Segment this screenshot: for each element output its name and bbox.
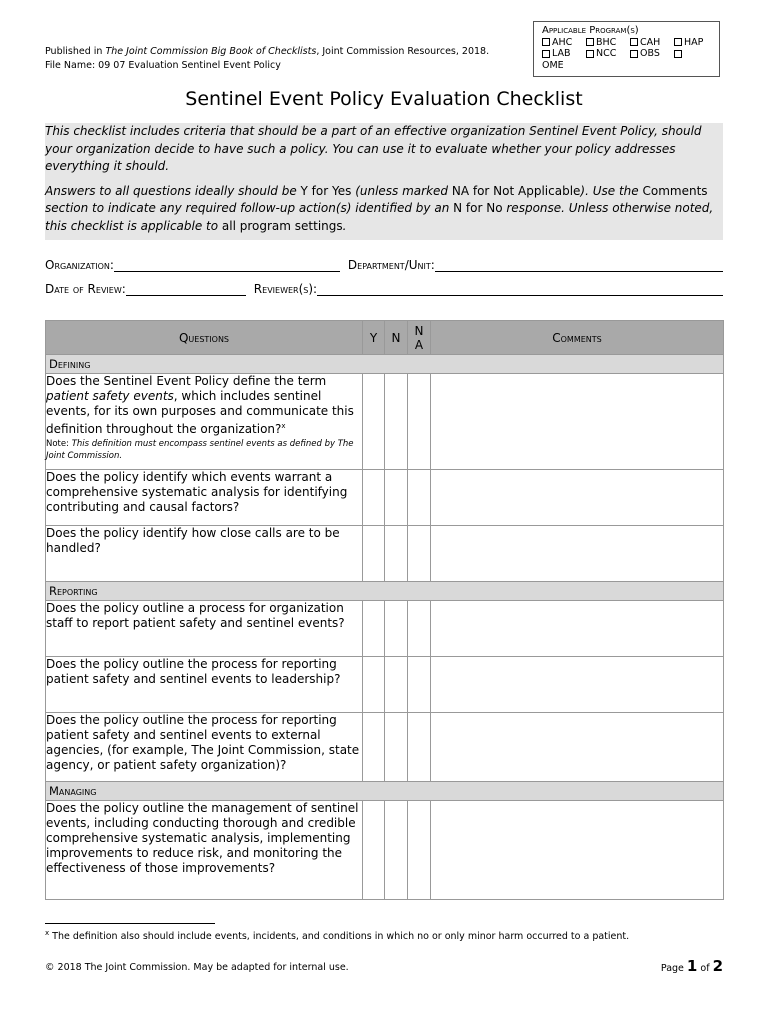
- footnote-marker: x: [281, 422, 286, 430]
- na-cell[interactable]: [408, 374, 431, 470]
- reviewers-label: Reviewer(s):: [253, 282, 318, 296]
- section-row-managing: [46, 782, 724, 801]
- table-row: [46, 526, 724, 582]
- yes-cell[interactable]: [363, 470, 385, 526]
- program-option[interactable]: [586, 48, 630, 60]
- no-cell[interactable]: [385, 374, 408, 470]
- applicable-programs-box: [533, 21, 720, 77]
- footnote-divider: [45, 923, 215, 924]
- section-label: Defining: [46, 355, 724, 374]
- note-text: This definition must encompass sentinel events as defined by The Joint Commission.: [46, 439, 354, 461]
- copyright: © 2018 The Joint Commission. May be adapted for internal use.: [45, 962, 349, 973]
- total-pages: 2: [712, 957, 723, 975]
- text: all program settings: [221, 218, 343, 233]
- no-cell[interactable]: [385, 470, 408, 526]
- program-option[interactable]: [674, 37, 718, 49]
- program-label: CAH: [640, 36, 661, 48]
- yes-cell[interactable]: [363, 801, 385, 900]
- yes-cell[interactable]: [363, 526, 385, 582]
- table-row: [46, 801, 724, 900]
- checkbox[interactable]: [630, 50, 638, 58]
- field-row-1: [45, 258, 723, 272]
- no-cell[interactable]: [385, 526, 408, 582]
- text: Y for Yes: [300, 183, 352, 198]
- table-row: [46, 470, 724, 526]
- date-of-review-label: Date of Review:: [45, 282, 126, 296]
- text: .: [342, 218, 347, 233]
- program-label: HAP: [684, 36, 704, 48]
- na-cell[interactable]: [408, 657, 431, 713]
- checkbox[interactable]: [542, 38, 550, 46]
- table-row: [46, 713, 724, 782]
- question-cell: Does the policy outline the process for reporting patient safety and sentinel events to leadership?: [46, 657, 363, 713]
- page-of: of: [697, 963, 713, 974]
- section-row-defining: [46, 355, 724, 374]
- comments-cell[interactable]: [431, 526, 724, 582]
- comments-cell[interactable]: [431, 470, 724, 526]
- comments-cell[interactable]: [431, 801, 724, 900]
- comments-cell[interactable]: [431, 374, 724, 470]
- text: section to indicate any required follow-up action(s) identified by an: [45, 201, 454, 215]
- program-label: NCC: [596, 48, 617, 59]
- file-name: File Name: 09 07 Evaluation Sentinel Event Policy: [45, 60, 281, 71]
- section-label: Managing: [46, 782, 724, 801]
- na-header: [408, 321, 431, 355]
- no-cell[interactable]: [385, 601, 408, 657]
- program-label: OME: [542, 59, 564, 71]
- programs-title: Applicable Program(s): [542, 25, 639, 36]
- na-cell[interactable]: [408, 470, 431, 526]
- question-term: patient safety events: [46, 389, 174, 403]
- no-cell[interactable]: [385, 801, 408, 900]
- footnote-marker: x: [45, 929, 50, 937]
- question-cell: Does the policy identify which events warrant a comprehensive systematic analysis for identifying contributing and causal factors?: [46, 470, 363, 526]
- program-option[interactable]: [630, 48, 674, 60]
- table-row: [46, 374, 724, 470]
- programs-grid: [542, 37, 718, 72]
- comments-header: Comments: [431, 321, 724, 355]
- text: NA for Not Applicable: [451, 183, 581, 198]
- text: N for No: [453, 201, 503, 215]
- text: Answers to all questions ideally should be: [45, 183, 301, 198]
- intro-paragraph-1: This checklist includes criteria that should be a part of an effective organization Sentinel Event Policy, should your organization decide to have such a policy. You can use it to evaluate whether your policy addresses everything it should.: [45, 124, 702, 173]
- field-row-2: [45, 282, 723, 296]
- checkbox[interactable]: [674, 38, 682, 46]
- page-number: [661, 957, 723, 975]
- organization-field[interactable]: [114, 259, 340, 272]
- comments-cell[interactable]: [431, 713, 724, 782]
- na-header-line-1: N: [414, 323, 424, 338]
- question-cell: Does the policy outline the process for reporting patient safety and sentinel events to external agencies, (for example, The Joint Commission, state agency, or patient safety organization)?: [46, 713, 363, 782]
- program-option[interactable]: [542, 48, 586, 60]
- yes-cell[interactable]: [363, 601, 385, 657]
- program-option[interactable]: [542, 37, 586, 49]
- footnote-text: The definition also should include events, incidents, and conditions in which no or only minor harm occurred to a patient.: [49, 931, 630, 943]
- na-cell[interactable]: [408, 526, 431, 582]
- published-suffix: , Joint Commission Resources, 2018.: [316, 46, 490, 57]
- yes-cell[interactable]: [363, 713, 385, 782]
- footnote: [45, 929, 629, 942]
- page-title: Sentinel Event Policy Evaluation Checklist: [185, 88, 583, 110]
- question-cell: [46, 374, 363, 470]
- checkbox[interactable]: [542, 50, 550, 58]
- question-text: , which includes sentinel events, for its own purposes and communicate this definition throughout the organization?: [46, 389, 354, 436]
- checklist-table: [45, 320, 724, 900]
- program-label: BHC: [596, 36, 617, 48]
- checkbox[interactable]: [674, 50, 682, 58]
- date-of-review-field[interactable]: [126, 283, 246, 296]
- note-label: Note:: [46, 439, 72, 449]
- na-cell[interactable]: [408, 713, 431, 782]
- question-note: [46, 439, 362, 462]
- current-page: 1: [686, 957, 698, 975]
- question-text: Does the Sentinel Event Policy define the term: [46, 374, 327, 388]
- text: Comments: [642, 183, 708, 198]
- checkbox[interactable]: [586, 38, 594, 46]
- reviewers-field[interactable]: [317, 283, 723, 296]
- comments-cell[interactable]: [431, 657, 724, 713]
- page-label: Page: [660, 963, 687, 974]
- na-cell[interactable]: [408, 601, 431, 657]
- table-header: [46, 321, 724, 355]
- question-cell: Does the policy outline the management of sentinel events, including conducting thorough and credible comprehensive systematic analysis, implementing improvements to reduce risk, and monitoring the effectiveness of those improvements?: [46, 801, 363, 900]
- na-header-line-2: A: [414, 337, 424, 352]
- table-row: [46, 657, 724, 713]
- program-option[interactable]: [630, 37, 674, 49]
- no-header: N: [385, 321, 408, 355]
- text: response. Unless otherwise noted, this checklist is applicable to: [45, 201, 714, 233]
- table-row: [46, 601, 724, 657]
- published-prefix: Published in: [45, 46, 106, 57]
- no-cell[interactable]: [385, 657, 408, 713]
- na-cell[interactable]: [408, 801, 431, 900]
- comments-cell[interactable]: [431, 601, 724, 657]
- intro-paragraph-2: [45, 183, 723, 236]
- section-label: Reporting: [46, 582, 724, 601]
- questions-header: Questions: [46, 321, 363, 355]
- department-field[interactable]: [435, 259, 723, 272]
- section-row-reporting: [46, 582, 724, 601]
- program-option[interactable]: [586, 37, 630, 49]
- department-label: Department/Unit:: [347, 258, 435, 272]
- checkbox[interactable]: [586, 50, 594, 58]
- yes-cell[interactable]: [363, 657, 385, 713]
- yes-cell[interactable]: [363, 374, 385, 470]
- text: (unless marked: [351, 183, 452, 198]
- published-book: The Joint Commission Big Book of Checklists: [105, 46, 317, 57]
- text: ). Use the: [580, 183, 643, 198]
- question-cell: Does the policy outline a process for organization staff to report patient safety and sentinel events?: [46, 601, 363, 657]
- checkbox[interactable]: [630, 38, 638, 46]
- program-option-trailing: [542, 60, 586, 72]
- publication-info: [45, 45, 489, 73]
- program-label: OBS: [640, 48, 660, 59]
- program-label: AHC: [552, 36, 573, 48]
- question-cell: Does the policy identify how close calls are to be handled?: [46, 526, 363, 582]
- program-option[interactable]: [674, 48, 718, 60]
- intro-box: [45, 123, 723, 240]
- no-cell[interactable]: [385, 713, 408, 782]
- organization-label: Organization:: [45, 258, 114, 272]
- yes-header: Y: [363, 321, 385, 355]
- program-label: LAB: [552, 48, 571, 59]
